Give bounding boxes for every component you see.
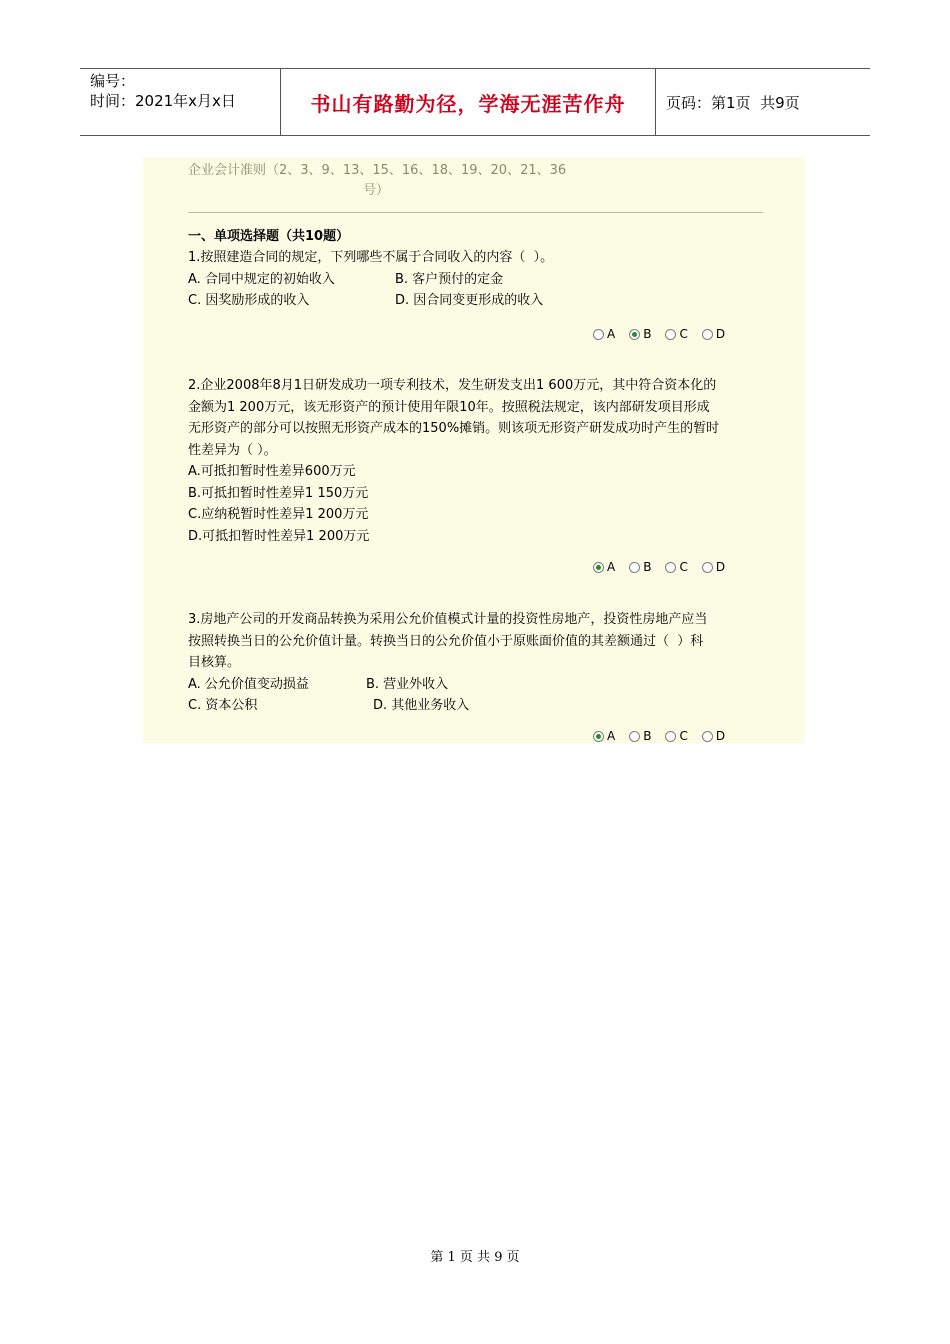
question-3-answer-radios — [593, 729, 739, 743]
radio-circle-icon[interactable] — [593, 329, 604, 340]
radio-circle-icon[interactable] — [665, 329, 676, 340]
exam-title — [188, 161, 588, 201]
number-label: 编号： — [90, 72, 136, 90]
radio-label: C — [679, 327, 688, 341]
question-2-radio-d[interactable] — [702, 560, 725, 574]
question-3-radio-a[interactable] — [593, 729, 615, 743]
question-2-radio-c[interactable] — [665, 560, 687, 574]
question-1-option-a: A. 合同中规定的初始收入 — [188, 271, 335, 287]
question-1-options-row-2 — [188, 290, 768, 312]
radio-label: C — [679, 729, 688, 743]
question-3-options-row-2 — [188, 695, 768, 717]
radio-label: B — [643, 560, 652, 574]
question-2-stem-line-1: 2.企业2008年8月1日研发成功一项专利技术，发生研发支出1 600万元，其中符合资本化的 — [188, 378, 717, 393]
radio-label: B — [643, 729, 652, 743]
question-1-option-b: B. 客户预付的定金 — [395, 271, 504, 287]
radio-label: A — [607, 327, 616, 341]
question-1 — [188, 247, 768, 312]
footer-page-number: 第 1 页 共 9 页 — [430, 1250, 520, 1265]
question-3-stem-line-3: 目核算。 — [188, 655, 241, 670]
question-1-option-d: D. 因合同变更形成的收入 — [395, 293, 544, 308]
radio-label: A — [607, 729, 616, 743]
radio-circle-icon[interactable] — [665, 731, 676, 742]
radio-circle-icon[interactable] — [702, 731, 713, 742]
exam-panel — [143, 157, 805, 743]
question-1-options-row-1 — [188, 269, 768, 291]
question-3-radio-d[interactable] — [702, 729, 725, 743]
radio-label: A — [607, 560, 616, 574]
radio-label: B — [643, 327, 652, 341]
section-heading: 一、单项选择题（共10题） — [188, 229, 350, 244]
document-header — [80, 68, 870, 136]
radio-circle-icon[interactable] — [702, 329, 713, 340]
question-2-radio-a[interactable] — [593, 560, 615, 574]
question-2-stem-line-4: 性差异为（ ）。 — [188, 442, 277, 458]
header-meta — [80, 69, 280, 135]
radio-circle-icon[interactable] — [629, 731, 640, 742]
question-3-radio-b[interactable] — [629, 729, 651, 743]
question-1-radio-b[interactable] — [629, 327, 651, 341]
question-3-stem-line-1: 3.房地产公司的开发商品转换为采用公允价值模式计量的投资性房地产，投资性房地产应当 — [188, 612, 708, 627]
question-2-stem-line-2: 金额为1 200万元，该无形资产的预计使用年限10年。按照税法规定，该内部研发项目形成 — [188, 399, 710, 415]
radio-circle-icon[interactable] — [593, 562, 604, 573]
question-2-option-b: B.可抵扣暂时性差异1 150万元 — [188, 485, 369, 501]
question-1-answer-radios — [593, 327, 739, 341]
question-3-options-row-1 — [188, 674, 768, 696]
title-divider — [188, 212, 763, 213]
question-2-stem-line-3: 无形资产的部分可以按照无形资产成本的150%摊销。则该项无形资产研发成功时产生的暂时 — [188, 421, 720, 436]
question-1-radio-c[interactable] — [665, 327, 687, 341]
time-label: 时间：2021年x月x日 — [90, 92, 236, 110]
exam-title-line1: 企业会计准则（2、3、9、13、15、16、18、19、20、21、36 — [188, 163, 567, 178]
question-2-option-c: C.应纳税暂时性差异1 200万元 — [188, 507, 369, 522]
radio-circle-icon[interactable] — [593, 731, 604, 742]
question-1-stem: 1.按照建造合同的规定，下列哪些不属于合同收入的内容（ ）。 — [188, 250, 554, 265]
exam-title-line2: 号） — [363, 183, 390, 198]
page-info-text: 页码：第1页 共9页 — [666, 93, 800, 112]
question-3-stem-line-2: 按照转换当日的公允价值计量。转换当日的公允价值小于原账面价值的其差额通过（ ）科 — [188, 633, 704, 649]
radio-label: D — [715, 560, 726, 574]
question-1-radio-d[interactable] — [702, 327, 725, 341]
question-3-option-a: A. 公允价值变动损益 — [188, 676, 309, 692]
question-3-radio-c[interactable] — [665, 729, 687, 743]
radio-label: C — [679, 560, 688, 574]
question-3-option-d: D. 其他业务收入 — [373, 698, 470, 713]
radio-circle-icon[interactable] — [629, 562, 640, 573]
radio-label: D — [715, 729, 726, 743]
radio-circle-icon[interactable] — [629, 329, 640, 340]
page-footer — [0, 1246, 950, 1265]
radio-label: D — [715, 327, 726, 341]
radio-circle-icon[interactable] — [702, 562, 713, 573]
question-2-answer-radios — [593, 560, 739, 574]
question-3-option-b: B. 营业外收入 — [366, 676, 449, 692]
header-motto: 书山有路勤为径，学海无涯苦作舟 — [280, 69, 656, 135]
question-2-option-a: A.可抵扣暂时性差异600万元 — [188, 464, 356, 479]
question-1-radio-a[interactable] — [593, 327, 615, 341]
question-3-option-c: C. 资本公积 — [188, 698, 258, 713]
question-2-option-d: D.可抵扣暂时性差异1 200万元 — [188, 528, 370, 544]
question-3 — [188, 609, 768, 717]
radio-circle-icon[interactable] — [665, 562, 676, 573]
header-page-info — [656, 69, 870, 135]
question-1-option-c: C. 因奖励形成的收入 — [188, 293, 310, 308]
question-2 — [188, 375, 768, 547]
question-2-radio-b[interactable] — [629, 560, 651, 574]
